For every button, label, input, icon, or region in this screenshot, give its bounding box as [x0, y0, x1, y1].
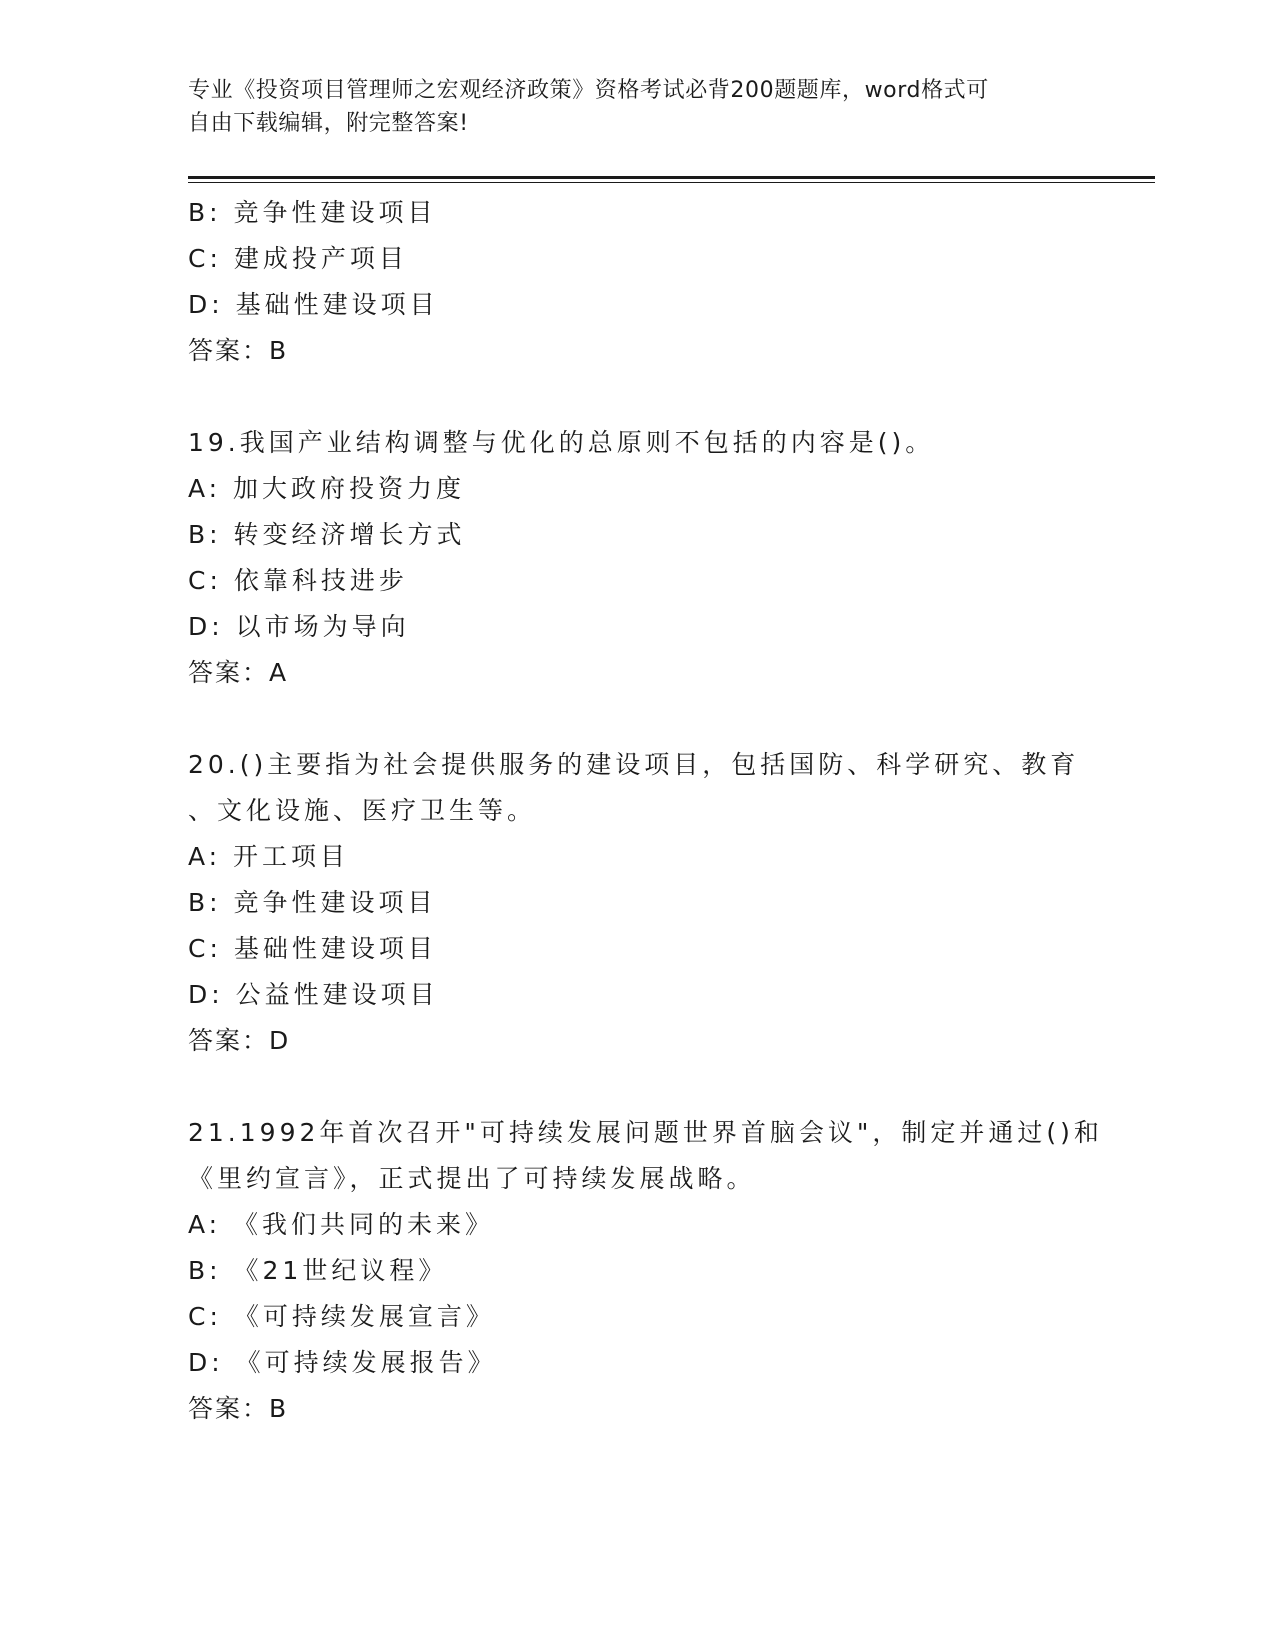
option-a: A: 开工项目 — [188, 842, 350, 871]
option-b: B: 《21世纪议程》 — [188, 1256, 448, 1285]
option-c: C: 依靠科技进步 — [188, 566, 408, 595]
option-c: C: 建成投产项目 — [188, 244, 408, 273]
option-c: C: 基础性建设项目 — [188, 934, 437, 963]
spacer — [188, 1064, 1088, 1110]
question-stem-line-2: 、文化设施、医疗卫生等。 — [188, 796, 537, 825]
header-line-2: 自由下载编辑，附完整答案! — [188, 111, 469, 136]
question-20 — [188, 742, 1088, 1064]
spacer — [188, 696, 1088, 742]
header-line-1: 专业《投资项目管理师之宏观经济政策》资格考试必背200题题库，word格式可 — [188, 78, 989, 103]
option-d: D: 《可持续发展报告》 — [188, 1348, 497, 1377]
question-19 — [188, 420, 1088, 696]
option-d: D: 基础性建设项目 — [188, 290, 439, 319]
option-d: D: 公益性建设项目 — [188, 980, 439, 1009]
question-21 — [188, 1110, 1103, 1432]
option-b: B: 转变经济增长方式 — [188, 520, 466, 549]
spacer — [188, 374, 1088, 420]
question-stem-line-1: 21.1992年首次召开"可持续发展问题世界首脑会议"，制定并通过()和 — [188, 1118, 1103, 1147]
document-header — [188, 74, 1068, 140]
answer-line: 答案：B — [188, 1394, 289, 1423]
option-b: B: 竞争性建设项目 — [188, 888, 437, 917]
answer-line: 答案：D — [188, 1026, 291, 1055]
question-stem: 19.我国产业结构调整与优化的总原则不包括的内容是()。 — [188, 428, 935, 457]
header-divider-thick — [188, 176, 1155, 179]
question-stem-line-1: 20.()主要指为社会提供服务的建设项目，包括国防、科学研究、教育 — [188, 750, 1080, 779]
answer-line: 答案：B — [188, 336, 289, 365]
option-a: A: 加大政府投资力度 — [188, 474, 466, 503]
option-b: B: 竞争性建设项目 — [188, 198, 437, 227]
question-18 — [188, 190, 1088, 374]
question-stem-line-2: 《里约宣言》，正式提出了可持续发展战略。 — [188, 1164, 756, 1193]
header-divider-thin — [188, 182, 1155, 183]
option-a: A: 《我们共同的未来》 — [188, 1210, 495, 1239]
option-d: D: 以市场为导向 — [188, 612, 410, 641]
question-list — [188, 190, 1103, 1432]
option-c: C: 《可持续发展宣言》 — [188, 1302, 495, 1331]
answer-line: 答案：A — [188, 658, 289, 687]
